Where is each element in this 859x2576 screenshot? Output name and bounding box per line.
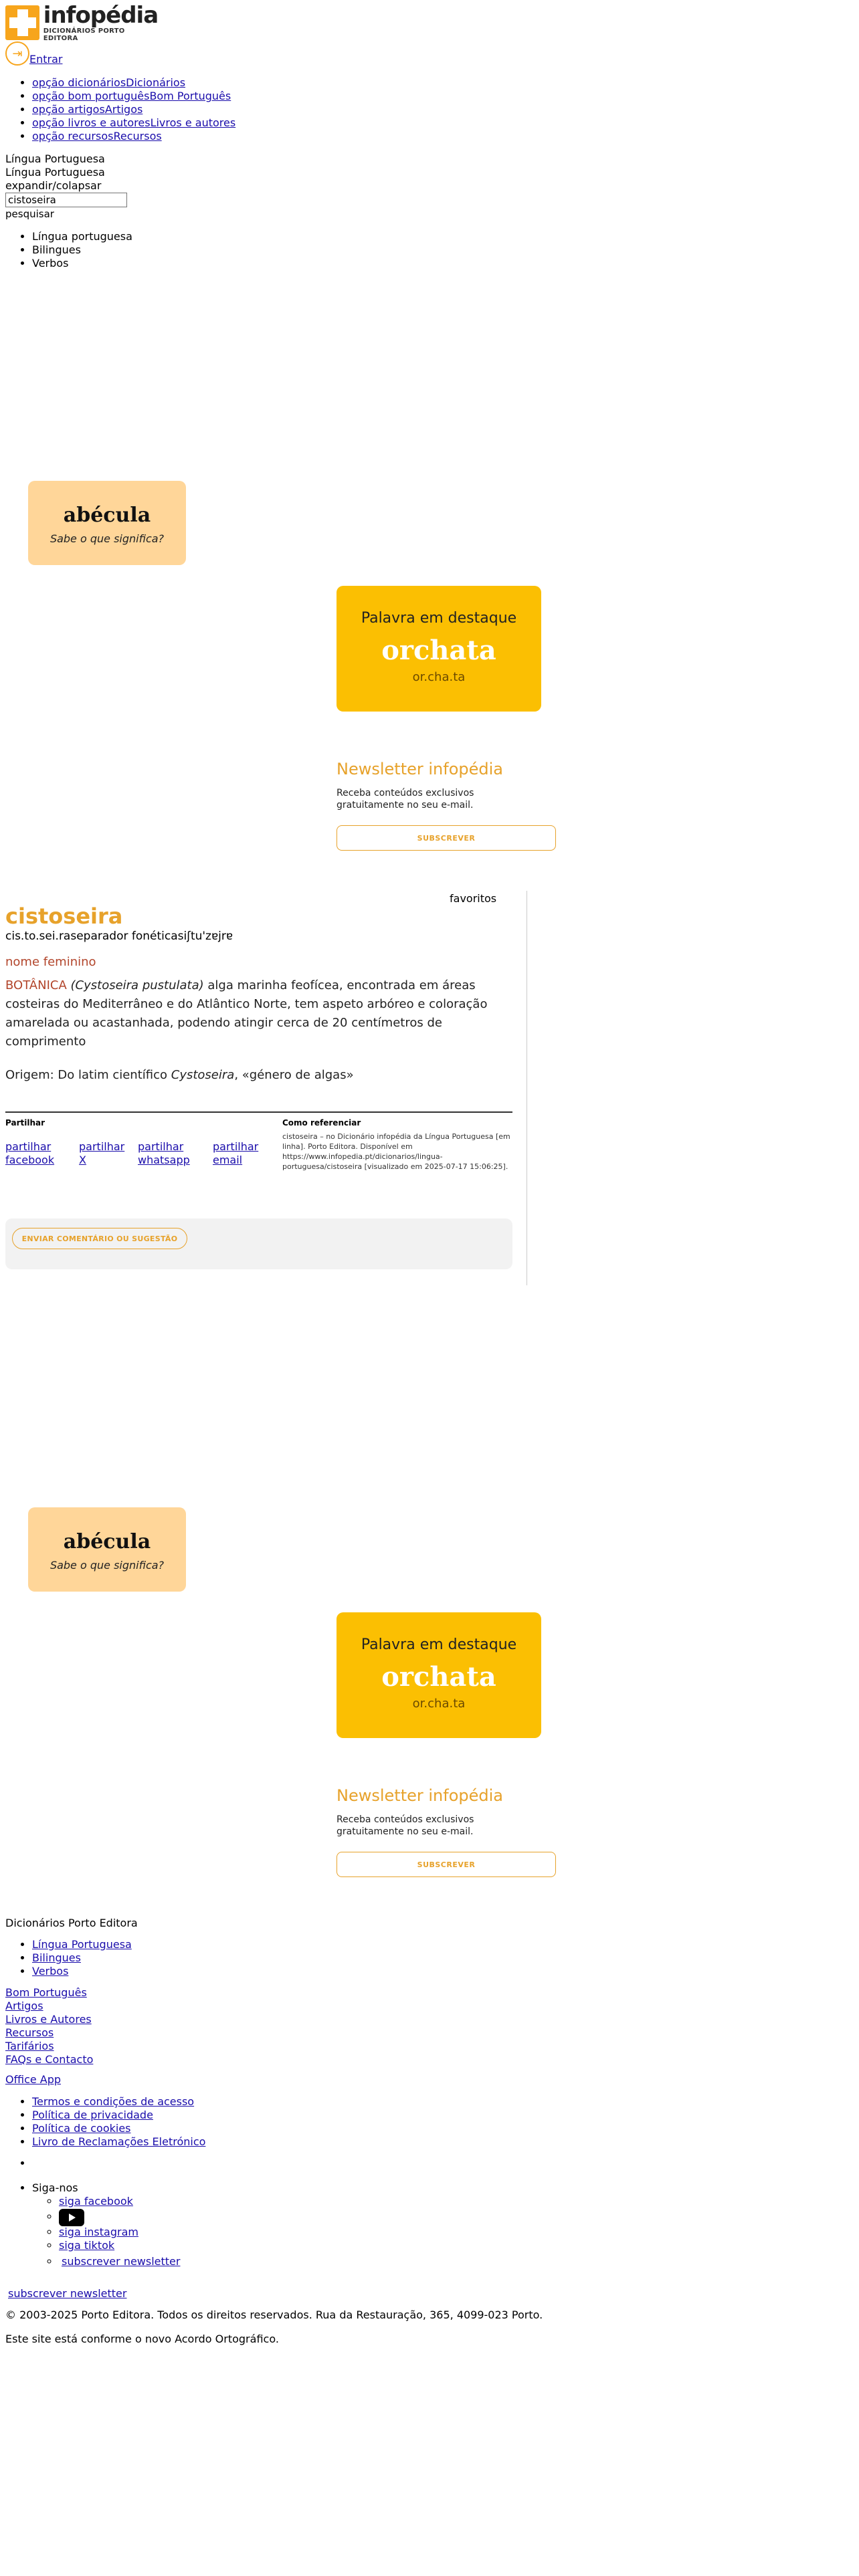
featured-heading: Palavra em destaque	[361, 610, 517, 627]
dictionary-option-verbos[interactable]: • Verbos	[32, 257, 132, 270]
featured-syllables: or.cha.ta	[412, 670, 466, 684]
dictionary-selector[interactable]: Língua Portuguesa	[5, 152, 105, 165]
entry-phonetic: siʃtu'zɐjrɐ	[177, 930, 233, 943]
dicionarios-icon: opção dicionários	[32, 76, 126, 89]
logo-subtitle: DICIONÁRIOS PORTO EDITORA	[43, 27, 125, 42]
footer-link-livros-autores[interactable]: Livros e Autores	[5, 2013, 92, 2026]
abecula-prompt: Sabe o que significa?	[50, 532, 165, 545]
youtube-icon[interactable]	[59, 2210, 84, 2223]
share-whatsapp-icon[interactable]: partilhar whatsapp	[138, 1140, 190, 1166]
footer-link-bilingues: • Bilingues	[32, 1951, 132, 1965]
acordo-ortografico: Este site está conforme o novo Acordo Ortográfico.	[5, 2333, 279, 2345]
subscribe-button-2[interactable]: SUBSCREVER	[337, 1852, 556, 1877]
dictionary-option-bilingues[interactable]: • Bilingues	[32, 243, 132, 257]
instagram-icon[interactable]: siga instagram	[59, 2226, 138, 2238]
dictionary-label: Língua Portuguesa	[5, 166, 105, 179]
entry-syllables: cis.to.sei.ra	[5, 930, 71, 943]
entry-definition	[5, 976, 514, 1051]
definition-domain: BOTÂNICA	[5, 978, 67, 992]
abecula-prompt: Sabe o que significa?	[50, 1559, 165, 1572]
footer-heading: Dicionários Porto Editora	[5, 1917, 138, 1929]
footer-link-recursos[interactable]: Recursos	[5, 2026, 54, 2039]
footer-link-tarifarios[interactable]: Tarifários	[5, 2040, 54, 2052]
featured-word-card-2[interactable]	[337, 1612, 541, 1738]
definition-text: alga marinha feofícea, encontrada em áreas costeiras do Mediterrâneo e do Atlântico Norte, tem aspeto arbóreo e coloração amarelada ou acastanhada, podendo atingir cerca de 20 centímetros de comprimento	[5, 978, 488, 1049]
footer-blank-item	[32, 2157, 35, 2170]
footer-link-cookies: • Política de cookies	[32, 2122, 205, 2135]
search-icon[interactable]: pesquisar	[5, 208, 54, 220]
share-email-icon[interactable]: partilhar email	[213, 1140, 259, 1166]
send-feedback-button[interactable]: ENVIAR COMENTÁRIO OU SUGESTÃO	[12, 1228, 187, 1249]
dictionary-option-lingua-portuguesa[interactable]: • Língua portuguesa	[32, 230, 132, 243]
follow-us-label: • Siga-nos ◦ siga facebook ◦ ◦ siga instagram ◦ siga tiktok ◦ subscrever newsletter	[32, 2181, 180, 2268]
newsletter-text: Receba conteúdos exclusivos gratuitamente no seu e-mail.	[337, 788, 474, 811]
reference-text: cistoseira – no Dicionário infopédia da Língua Portuguesa [em linha]. Porto Editora. Disponível em https://www.infopedia.pt/dicionarios/lingua-portuguesa/cistoseira [visualizado em 2025-07-17 15:06:25].	[282, 1132, 510, 1171]
search-area	[5, 152, 127, 221]
newsletter-text-2: Receba conteúdos exclusivos gratuitamente no seu e-mail.	[337, 1814, 474, 1837]
definition-scientific-name: (Cystoseira pustulata)	[70, 978, 204, 992]
share-facebook-icon[interactable]: partilhar facebook	[5, 1140, 55, 1166]
main-nav	[5, 76, 235, 143]
nav-item-recursos[interactable]: • opção recursosRecursos	[32, 130, 235, 143]
expand-collapse-icon[interactable]: expandir/colapsar	[5, 179, 102, 192]
share-links	[5, 1140, 273, 1167]
login-area[interactable]	[5, 41, 62, 66]
footer-legal	[5, 2095, 205, 2149]
newsletter-link[interactable]: subscrever newsletter	[62, 2255, 181, 2268]
featured-word: orchata	[381, 635, 496, 666]
play-icon	[59, 2209, 84, 2226]
footer-dictionaries	[5, 1938, 132, 1978]
footer-blank-list	[5, 2157, 35, 2170]
footer-link-verbos: • Verbos	[32, 1965, 132, 1978]
featured-word: orchata	[381, 1661, 496, 1693]
entry-origin: Origem: Do latim científico Cystoseira, «género de algas»	[5, 1068, 354, 1082]
footer-sections	[5, 1986, 93, 2066]
footer-social	[5, 2181, 180, 2268]
abecula-card[interactable]	[28, 481, 186, 565]
reference-title: Como referenciar	[282, 1118, 361, 1128]
nav-item-livros-autores[interactable]: • opção livros e autoresLivros e autores	[32, 116, 235, 130]
footer-link-privacidade: • Política de privacidade	[32, 2109, 205, 2122]
tiktok-icon[interactable]: siga tiktok	[59, 2239, 115, 2252]
subscribe-button[interactable]: SUBSCREVER	[337, 825, 556, 851]
abecula-card-2[interactable]	[28, 1507, 186, 1592]
recursos-icon: opção recursos	[32, 130, 114, 142]
artigos-icon: opção artigos	[32, 103, 105, 116]
newsletter-title: Newsletter infopédia	[337, 760, 503, 778]
search-input[interactable]	[5, 193, 127, 207]
copyright: © 2003-2025 Porto Editora. Todos os direitos reservados. Rua da Restauração, 365, 4099-023 Porto.	[5, 2309, 543, 2321]
feedback-box	[5, 1218, 512, 1269]
login-icon[interactable]: ⇥	[5, 41, 29, 66]
nav-item-dicionarios[interactable]: • opção dicionáriosDicionários	[32, 76, 235, 90]
abecula-word: abécula	[63, 1530, 151, 1553]
footer-link-office-app[interactable]: Office App	[5, 2073, 62, 2086]
newsletter-title-2: Newsletter infopédia	[337, 1786, 503, 1805]
login-link[interactable]: Entrar	[29, 53, 63, 66]
nav-item-bom-portugues[interactable]: • opção bom portuguêsBom Português	[32, 90, 235, 103]
entry-word: cistoseira	[5, 903, 123, 929]
nav-item-artigos[interactable]: • opção artigosArtigos	[32, 103, 235, 116]
entry-pronunciation	[5, 930, 233, 943]
logo-cross-icon	[5, 5, 39, 40]
footer-link-artigos[interactable]: Artigos	[5, 2000, 43, 2012]
footer-link-livro-reclamacoes: • Livro de Reclamações Eletrónico	[32, 2135, 205, 2149]
origin-term: Cystoseira	[171, 1068, 235, 1082]
abecula-word: abécula	[63, 504, 151, 527]
dictionary-options	[5, 230, 132, 270]
featured-word-card[interactable]	[337, 586, 541, 712]
entry-grammar: nome feminino	[5, 955, 96, 969]
logo-title: infopédia	[43, 2, 159, 29]
subscribe-newsletter-link[interactable]: subscrever newsletter	[8, 2287, 127, 2300]
facebook-icon[interactable]: siga facebook	[59, 2195, 133, 2208]
site-logo[interactable]	[5, 4, 159, 41]
share-x-icon[interactable]: partilhar X	[79, 1140, 125, 1166]
featured-syllables: or.cha.ta	[412, 1697, 466, 1711]
footer-link-lingua-portuguesa: • Língua Portuguesa	[32, 1938, 132, 1951]
share-title: Partilhar	[5, 1118, 45, 1128]
livros-autores-icon: opção livros e autores	[32, 116, 151, 129]
phonetic-separator-icon: separador fonética	[70, 930, 178, 943]
favorites-icon[interactable]: favoritos	[450, 892, 497, 905]
featured-heading: Palavra em destaque	[361, 1636, 517, 1653]
footer-link-termos: • Termos e condições de acesso	[32, 2095, 205, 2109]
bom-portugues-icon: opção bom português	[32, 90, 150, 102]
footer-link-faqs-contacto[interactable]: FAQs e Contacto	[5, 2053, 94, 2066]
footer-link-bom-portugues[interactable]: Bom Português	[5, 1986, 87, 1999]
entry-divider	[5, 1111, 512, 1113]
